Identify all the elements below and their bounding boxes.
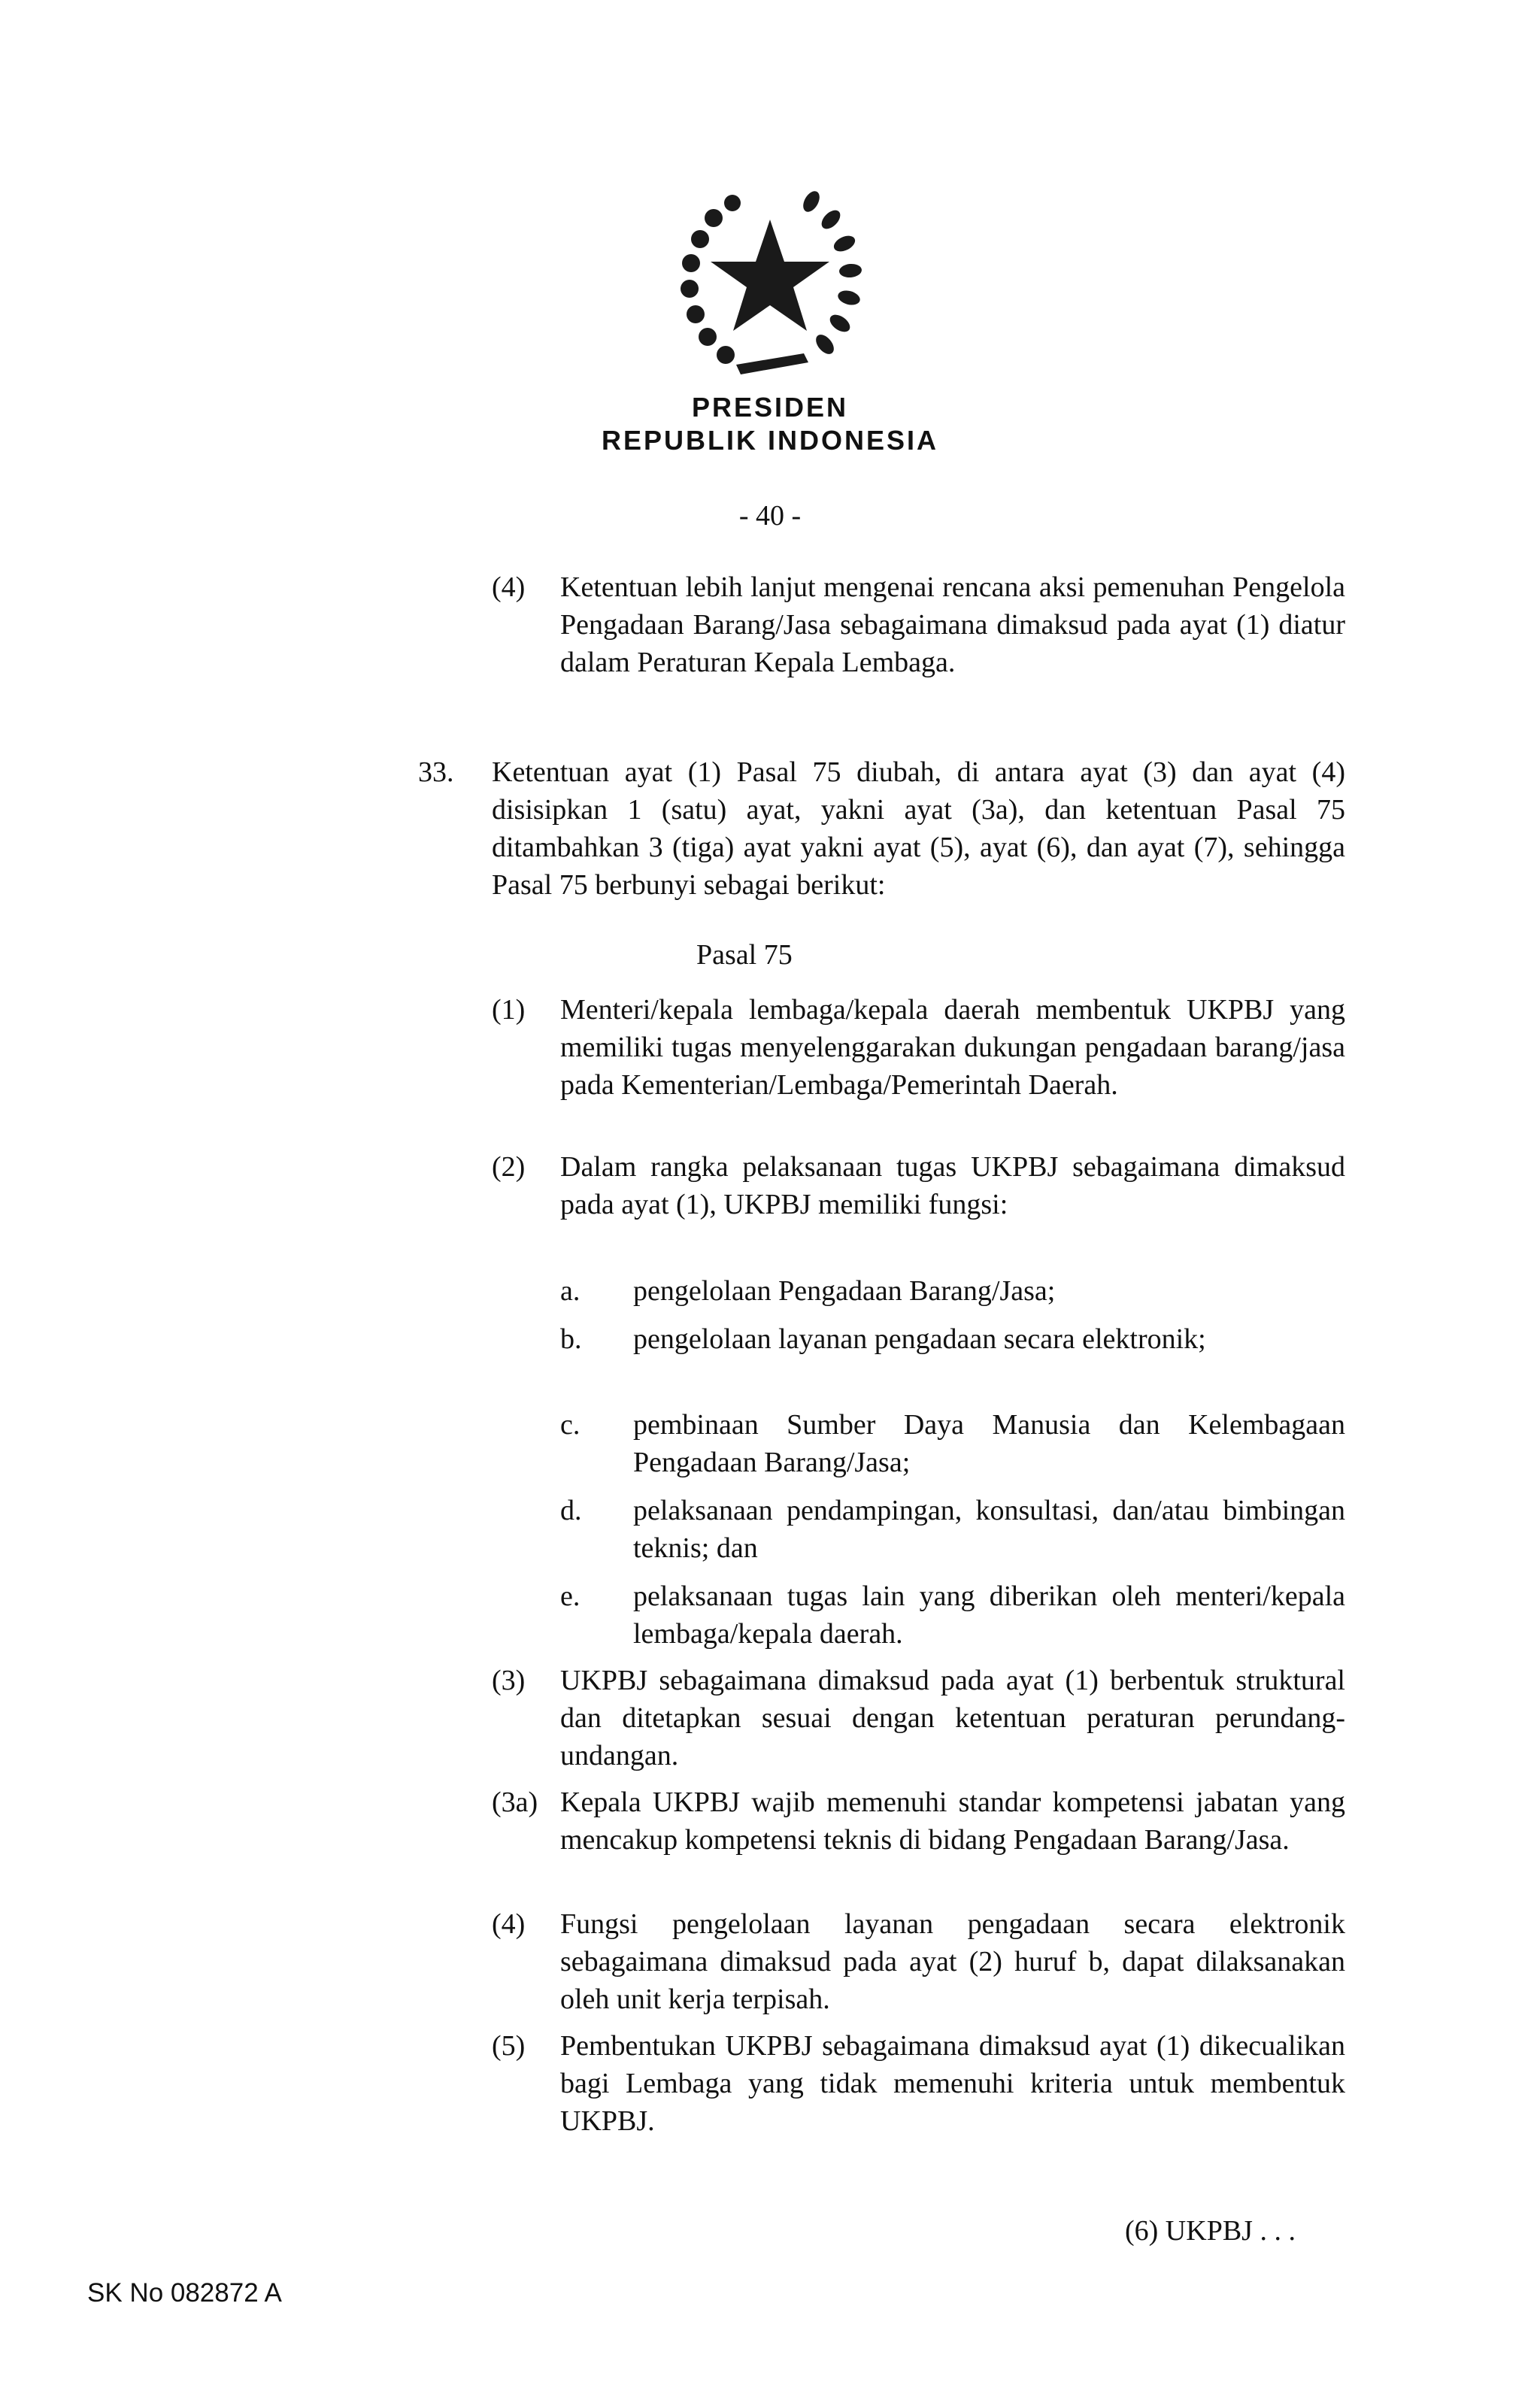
ayat-number: (5) [492,2030,526,2062]
fungsi-letter: b. [560,1323,582,1355]
fungsi-letter: a. [560,1275,581,1307]
document-serial-code: SK No 082872 A [87,2278,282,2308]
fungsi-letter: c. [560,1409,581,1441]
next-page-reference: (6) UKPBJ . . . [1125,2215,1296,2247]
header-line-presiden: PRESIDEN [691,392,849,423]
fungsi-letter: d. [560,1495,582,1526]
fungsi-letter: e. [560,1580,581,1612]
ayat-text: UKPBJ sebagaimana dimaksud pada ayat (1) berbentuk struktural dan ditetapkan sesuai dengan ketentuan peraturan perundang-undangan. [560,1665,1345,1771]
ayat-number: (1) [492,994,526,1026]
prev-ayat-number: (4) [492,571,526,603]
pasal-title: Pasal 75 [696,939,793,971]
ayat-text: Pembentukan UKPBJ sebagaimana dimaksud ayat (1) dikecualikan bagi Lembaga yang tidak memenuhi kriteria untuk membentuk UKPBJ. [560,2030,1345,2137]
ayat-number: (2) [492,1151,526,1183]
fungsi-text: pelaksanaan pendampingan, konsultasi, dan/atau bimbingan teknis; dan [633,1495,1345,1564]
fungsi-text: pengelolaan Pengadaan Barang/Jasa; [633,1275,1056,1307]
ayat-text: Menteri/kepala lembaga/kepala daerah membentuk UKPBJ yang memiliki tugas menyelenggarakan dukungan pengadaan barang/jasa pada Kementerian/Lembaga/Pemerintah Daerah. [560,994,1345,1101]
item-33-text: Ketentuan ayat (1) Pasal 75 diubah, di antara ayat (3) dan ayat (4) disisipkan 1 (satu) ayat, yakni ayat (3a), dan ketentuan Pasal 75 ditambahkan 3 (tiga) ayat yakni ayat (5), ayat (6), dan ayat (7), sehingga Pasal 75 berbunyi sebagai berikut: [492,756,1345,901]
page-number: - 40 - [738,500,802,532]
ayat-number: (3a) [492,1787,538,1818]
fungsi-text: pembinaan Sumber Daya Manusia dan Kelembagaan Pengadaan Barang/Jasa; [633,1409,1345,1478]
ayat-text: Dalam rangka pelaksanaan tugas UKPBJ sebagaimana dimaksud pada ayat (1), UKPBJ memiliki fungsi: [560,1151,1345,1220]
ayat-number: (3) [492,1665,526,1696]
fungsi-text: pelaksanaan tugas lain yang diberikan oleh menteri/kepala lembaga/kepala daerah. [633,1580,1345,1650]
header-line-republik: REPUBLIK INDONESIA [601,425,939,456]
fungsi-text: pengelolaan layanan pengadaan secara elektronik; [633,1323,1206,1355]
letterhead [0,173,1540,457]
ayat-number: (4) [492,1908,526,1940]
prev-ayat-text: Ketentuan lebih lanjut mengenai rencana aksi pemenuhan Pengelola Pengadaan Barang/Jasa sebagaimana dimaksud pada ayat (1) diatur dalam Peraturan Kepala Lembaga. [560,571,1345,678]
item-number-33: 33. [418,756,454,788]
ayat-text: Kepala UKPBJ wajib memenuhi standar kompetensi jabatan yang mencakup kompetensi teknis di bidang Pengadaan Barang/Jasa. [560,1787,1345,1856]
garuda-star-emblem-icon [661,173,879,391]
ayat-text: Fungsi pengelolaan layanan pengadaan secara elektronik sebagaimana dimaksud pada ayat (2) huruf b, dapat dilaksanakan oleh unit kerja terpisah. [560,1908,1345,2015]
